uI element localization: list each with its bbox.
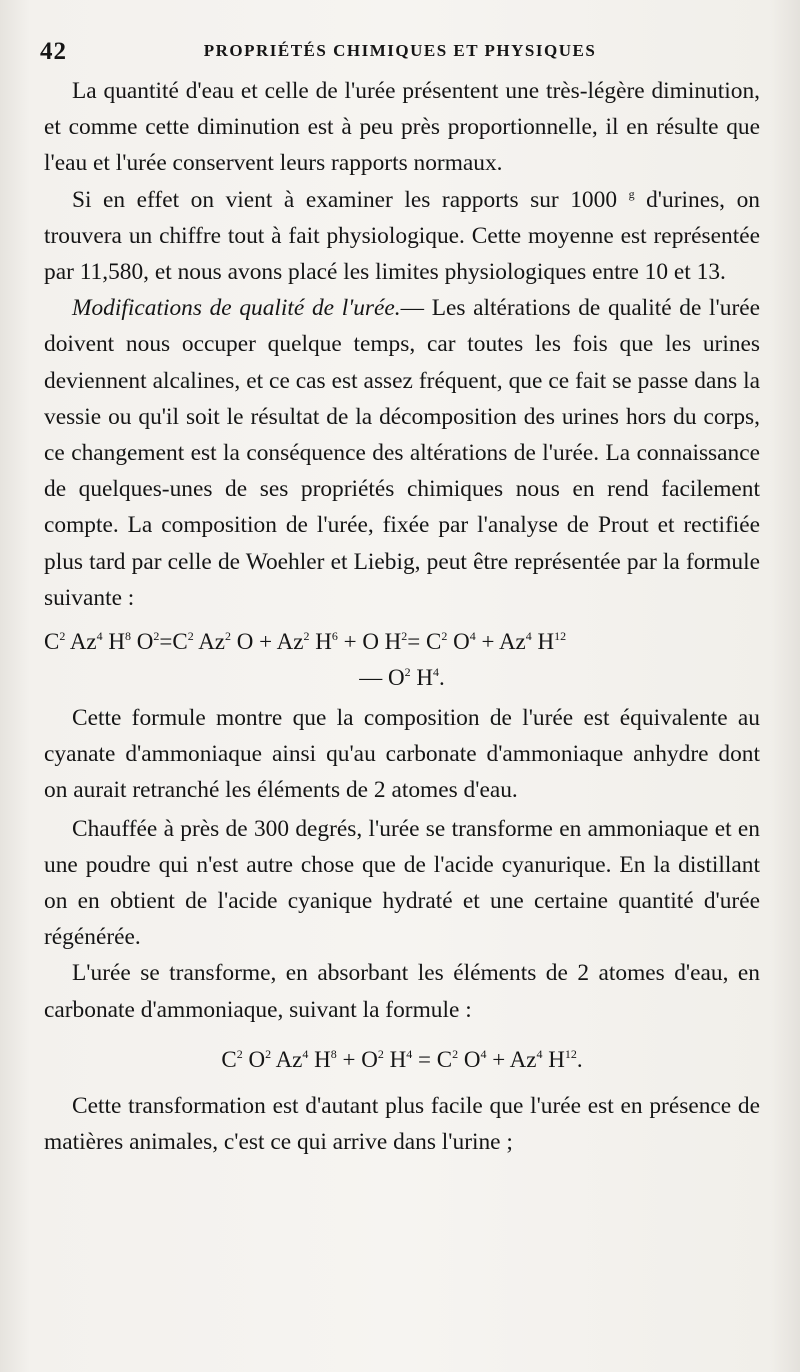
paragraph-6: L'urée se transforme, en absorbant les éléments de 2 atomes d'eau, en carbonate d'ammoniaque, suivant la formule : <box>44 960 760 1023</box>
formula-urea-composition: $C^2$ Az$^4$ $H^8$ $O^2=C^2$ Az$^2$ $O + Az^2$ $H^6 + O$ $H^2= C^2$ $O^4 + Az^4$ $H^{12}$ — $O^2$ $H^4$. <box>44 629 567 691</box>
formula-carbonate-transformation: $C^2$ $O^2$ Az$^4$ $H^8 + O^2$ $H^4 = C^2$ $O^4 + Az^4$ $H^{12}$. <box>221 1046 583 1072</box>
paragraph-1: La quantité d'eau et celle de l'urée présentent une très-légère diminution, et comme cette diminution est à peu près proportionnelle, il en résulte que l'eau et l'urée conservent leurs rapports normaux. <box>44 78 760 177</box>
running-head: PROPRIÉTÉS CHIMIQUES ET PHYSIQUES <box>203 41 597 60</box>
paragraph-2: Si en effet on vient à examiner les rapports sur 1000 $^g$ d'urines, on trouvera un chiffre tout à fait physiologique. Cette moyenne est représentée par 11,580, et nous avons placé les limites physiologiques entre 10 et 13. <box>44 186 760 286</box>
paragraph-4: Cette formule montre que la composition de l'urée est équivalente au cyanate d'ammoniaque ainsi qu'au carbonate d'ammoniaque anhydre dont on aurait retranché les éléments de 2 atomes d'eau. <box>44 705 760 804</box>
section-title: Modifications de qualité de l'urée. <box>72 295 401 322</box>
body-text <box>44 73 760 1160</box>
paragraph-3: Modifications de qualité de l'urée.— Les altérations de qualité de l'urée doivent nous occuper quelque temps, car toutes les fois que les urines deviennent alcalines, et ce cas est assez fréquent, que ce fait se passe dans la vessie ou qu'il soit le résultat de la décomposition des urines hors du corps, ce changement est la conséquence des altérations de l'urée. La connaissance de quelques-unes de ses propriétés chimiques nous en rend facilement compte. La composition de l'urée, fixée par l'analyse de Prout et rectifiée plus tard par celle de Woehler et Liebig, peut être représentée par la formule suivante : <box>44 295 760 611</box>
paragraph-7: Cette transformation est d'autant plus facile que l'urée est en présence de matières animales, c'est ce qui arrive dans l'urine ; <box>44 1093 760 1156</box>
paragraph-5: Chauffée à près de 300 degrés, l'urée se transforme en ammoniaque et en une poudre qui n'est autre chose que de l'acide cyanurique. En la distillant on en obtient de l'acide cyanique hydraté et une certaine quantité d'urée régénérée. <box>44 815 760 951</box>
page-header <box>40 38 760 74</box>
page-number: 42 <box>40 38 67 65</box>
